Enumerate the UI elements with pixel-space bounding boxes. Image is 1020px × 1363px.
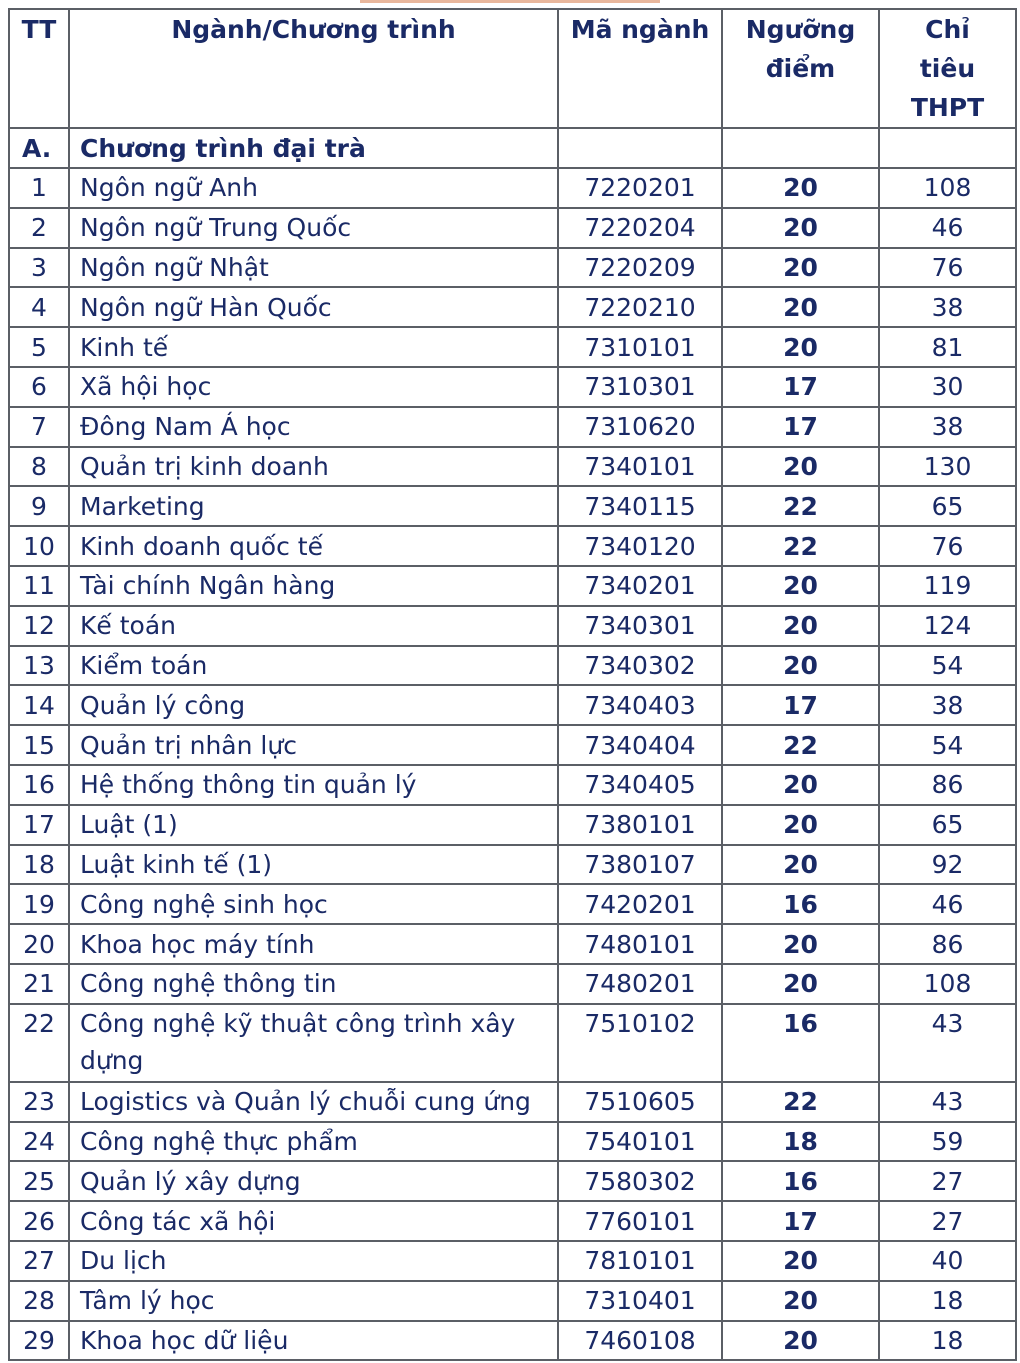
program-name: Kinh doanh quốc tế	[69, 526, 558, 566]
row-number: 25	[9, 1161, 69, 1201]
program-name: Luật (1)	[69, 805, 558, 845]
threshold-score: 16	[722, 1004, 879, 1082]
threshold-score: 18	[722, 1122, 879, 1162]
row-number: 1	[9, 168, 69, 208]
program-name: Kế toán	[69, 606, 558, 646]
threshold-score: 20	[722, 646, 879, 686]
row-number: 27	[9, 1241, 69, 1281]
threshold-score: 22	[722, 486, 879, 526]
table-row	[9, 1161, 1016, 1201]
quota: 18	[879, 1321, 1016, 1361]
threshold-score: 20	[722, 447, 879, 487]
table-row	[9, 1082, 1016, 1122]
program-code: 7310301	[558, 367, 722, 407]
quota: 92	[879, 845, 1016, 885]
threshold-score: 20	[722, 1241, 879, 1281]
quota: 27	[879, 1161, 1016, 1201]
quota: 108	[879, 168, 1016, 208]
program-name: Quản lý xây dựng	[69, 1161, 558, 1201]
table-row	[9, 248, 1016, 288]
threshold-score: 20	[722, 765, 879, 805]
program-name: Kinh tế	[69, 327, 558, 367]
row-number: 3	[9, 248, 69, 288]
threshold-score: 20	[722, 208, 879, 248]
program-code: 7220201	[558, 168, 722, 208]
program-name: Đông Nam Á học	[69, 407, 558, 447]
program-code: 7480101	[558, 924, 722, 964]
threshold-score: 20	[722, 924, 879, 964]
threshold-score: 17	[722, 685, 879, 725]
quota: 38	[879, 407, 1016, 447]
table-row	[9, 447, 1016, 487]
program-code: 7380101	[558, 805, 722, 845]
program-code: 7340405	[558, 765, 722, 805]
program-name: Luật kinh tế (1)	[69, 845, 558, 885]
row-number: 12	[9, 606, 69, 646]
quota: 27	[879, 1201, 1016, 1241]
row-number: 24	[9, 1122, 69, 1162]
program-code: 7220210	[558, 287, 722, 327]
program-name: Quản trị nhân lực	[69, 725, 558, 765]
quota: 59	[879, 1122, 1016, 1162]
quota: 65	[879, 486, 1016, 526]
row-number: 4	[9, 287, 69, 327]
table-row	[9, 1004, 1016, 1082]
program-name: Công nghệ thực phẩm	[69, 1122, 558, 1162]
threshold-score: 22	[722, 725, 879, 765]
table-row	[9, 765, 1016, 805]
table-row	[9, 805, 1016, 845]
threshold-score: 17	[722, 1201, 879, 1241]
program-name: Marketing	[69, 486, 558, 526]
table-row	[9, 168, 1016, 208]
quota: 76	[879, 248, 1016, 288]
table-row	[9, 1201, 1016, 1241]
row-number: 5	[9, 327, 69, 367]
program-name: Quản lý công	[69, 685, 558, 725]
header-row	[9, 9, 1016, 128]
header-tt: TT	[9, 9, 69, 128]
program-code: 7540101	[558, 1122, 722, 1162]
table-row	[9, 407, 1016, 447]
section-row	[9, 128, 1016, 168]
row-number: 21	[9, 964, 69, 1004]
threshold-score: 22	[722, 526, 879, 566]
threshold-score: 20	[722, 805, 879, 845]
quota: 65	[879, 805, 1016, 845]
row-number: 23	[9, 1082, 69, 1122]
admission-table	[8, 8, 1017, 1361]
quota: 40	[879, 1241, 1016, 1281]
program-name: Logistics và Quản lý chuỗi cung ứng	[69, 1082, 558, 1122]
program-name: Ngôn ngữ Hàn Quốc	[69, 287, 558, 327]
quota: 38	[879, 287, 1016, 327]
program-name: Công nghệ kỹ thuật công trình xây dựng	[69, 1004, 558, 1082]
program-code: 7810101	[558, 1241, 722, 1281]
program-name: Ngôn ngữ Trung Quốc	[69, 208, 558, 248]
table-row	[9, 725, 1016, 765]
table-row	[9, 486, 1016, 526]
threshold-score: 20	[722, 1281, 879, 1321]
threshold-score: 20	[722, 327, 879, 367]
quota: 119	[879, 566, 1016, 606]
quota: 46	[879, 884, 1016, 924]
program-code: 7510102	[558, 1004, 722, 1082]
program-code: 7480201	[558, 964, 722, 1004]
quota: 46	[879, 208, 1016, 248]
quota: 81	[879, 327, 1016, 367]
program-name: Công tác xã hội	[69, 1201, 558, 1241]
threshold-score: 20	[722, 248, 879, 288]
program-name: Tài chính Ngân hàng	[69, 566, 558, 606]
program-code: 7220204	[558, 208, 722, 248]
table-row	[9, 606, 1016, 646]
quota: 124	[879, 606, 1016, 646]
threshold-score: 20	[722, 964, 879, 1004]
program-code: 7340301	[558, 606, 722, 646]
quota: 86	[879, 765, 1016, 805]
program-name: Công nghệ thông tin	[69, 964, 558, 1004]
row-number: 18	[9, 845, 69, 885]
header-code: Mã ngành	[558, 9, 722, 128]
threshold-score: 17	[722, 367, 879, 407]
program-code: 7340201	[558, 566, 722, 606]
row-number: 26	[9, 1201, 69, 1241]
program-code: 7510605	[558, 1082, 722, 1122]
quota: 54	[879, 725, 1016, 765]
row-number: 14	[9, 685, 69, 725]
threshold-score: 17	[722, 407, 879, 447]
table-row	[9, 685, 1016, 725]
row-number: 29	[9, 1321, 69, 1361]
section-empty-score	[722, 128, 879, 168]
table-row	[9, 646, 1016, 686]
row-number: 16	[9, 765, 69, 805]
program-code: 7340101	[558, 447, 722, 487]
row-number: 10	[9, 526, 69, 566]
program-name: Khoa học dữ liệu	[69, 1321, 558, 1361]
threshold-score: 20	[722, 566, 879, 606]
program-code: 7220209	[558, 248, 722, 288]
program-name: Tâm lý học	[69, 1281, 558, 1321]
program-name: Ngôn ngữ Nhật	[69, 248, 558, 288]
program-code: 7340403	[558, 685, 722, 725]
table-row	[9, 1241, 1016, 1281]
table-row	[9, 566, 1016, 606]
program-code: 7340302	[558, 646, 722, 686]
table-row	[9, 327, 1016, 367]
row-number: 28	[9, 1281, 69, 1321]
program-name: Xã hội học	[69, 367, 558, 407]
row-number: 6	[9, 367, 69, 407]
threshold-score: 20	[722, 168, 879, 208]
quota: 38	[879, 685, 1016, 725]
quota: 76	[879, 526, 1016, 566]
program-code: 7380107	[558, 845, 722, 885]
threshold-score: 20	[722, 845, 879, 885]
program-code: 7460108	[558, 1321, 722, 1361]
program-code: 7340404	[558, 725, 722, 765]
section-title: Chương trình đại trà	[69, 128, 558, 168]
top-accent-line	[360, 0, 660, 3]
row-number: 8	[9, 447, 69, 487]
program-code: 7310401	[558, 1281, 722, 1321]
table-row	[9, 208, 1016, 248]
table-row	[9, 884, 1016, 924]
program-code: 7580302	[558, 1161, 722, 1201]
program-code: 7420201	[558, 884, 722, 924]
threshold-score: 20	[722, 287, 879, 327]
quota: 54	[879, 646, 1016, 686]
row-number: 2	[9, 208, 69, 248]
program-name: Khoa học máy tính	[69, 924, 558, 964]
threshold-score: 22	[722, 1082, 879, 1122]
threshold-score: 16	[722, 884, 879, 924]
quota: 130	[879, 447, 1016, 487]
table-row	[9, 1321, 1016, 1361]
program-name: Hệ thống thông tin quản lý	[69, 765, 558, 805]
program-code: 7340115	[558, 486, 722, 526]
quota: 30	[879, 367, 1016, 407]
program-name: Kiểm toán	[69, 646, 558, 686]
program-code: 7310101	[558, 327, 722, 367]
row-number: 13	[9, 646, 69, 686]
table-row	[9, 845, 1016, 885]
table-row	[9, 287, 1016, 327]
quota: 18	[879, 1281, 1016, 1321]
row-number: 11	[9, 566, 69, 606]
header-threshold: Ngưỡng điểm	[722, 9, 879, 128]
program-name: Du lịch	[69, 1241, 558, 1281]
row-number: 19	[9, 884, 69, 924]
table-row	[9, 367, 1016, 407]
row-number: 9	[9, 486, 69, 526]
section-empty-code	[558, 128, 722, 168]
header-program: Ngành/Chương trình	[69, 9, 558, 128]
row-number: 15	[9, 725, 69, 765]
quota: 43	[879, 1082, 1016, 1122]
table-row	[9, 924, 1016, 964]
row-number: 20	[9, 924, 69, 964]
threshold-score: 20	[722, 1321, 879, 1361]
program-code: 7760101	[558, 1201, 722, 1241]
program-name: Công nghệ sinh học	[69, 884, 558, 924]
row-number: 17	[9, 805, 69, 845]
row-number: 22	[9, 1004, 69, 1082]
section-label: A.	[9, 128, 69, 168]
threshold-score: 16	[722, 1161, 879, 1201]
quota: 108	[879, 964, 1016, 1004]
program-code: 7310620	[558, 407, 722, 447]
header-quota: Chỉ tiêu THPT	[879, 9, 1016, 128]
quota: 43	[879, 1004, 1016, 1082]
table-row	[9, 964, 1016, 1004]
program-name: Ngôn ngữ Anh	[69, 168, 558, 208]
program-name: Quản trị kinh doanh	[69, 447, 558, 487]
table-row	[9, 1122, 1016, 1162]
table-row	[9, 526, 1016, 566]
table-row	[9, 1281, 1016, 1321]
quota: 86	[879, 924, 1016, 964]
row-number: 7	[9, 407, 69, 447]
program-code: 7340120	[558, 526, 722, 566]
threshold-score: 20	[722, 606, 879, 646]
section-empty-quota	[879, 128, 1016, 168]
